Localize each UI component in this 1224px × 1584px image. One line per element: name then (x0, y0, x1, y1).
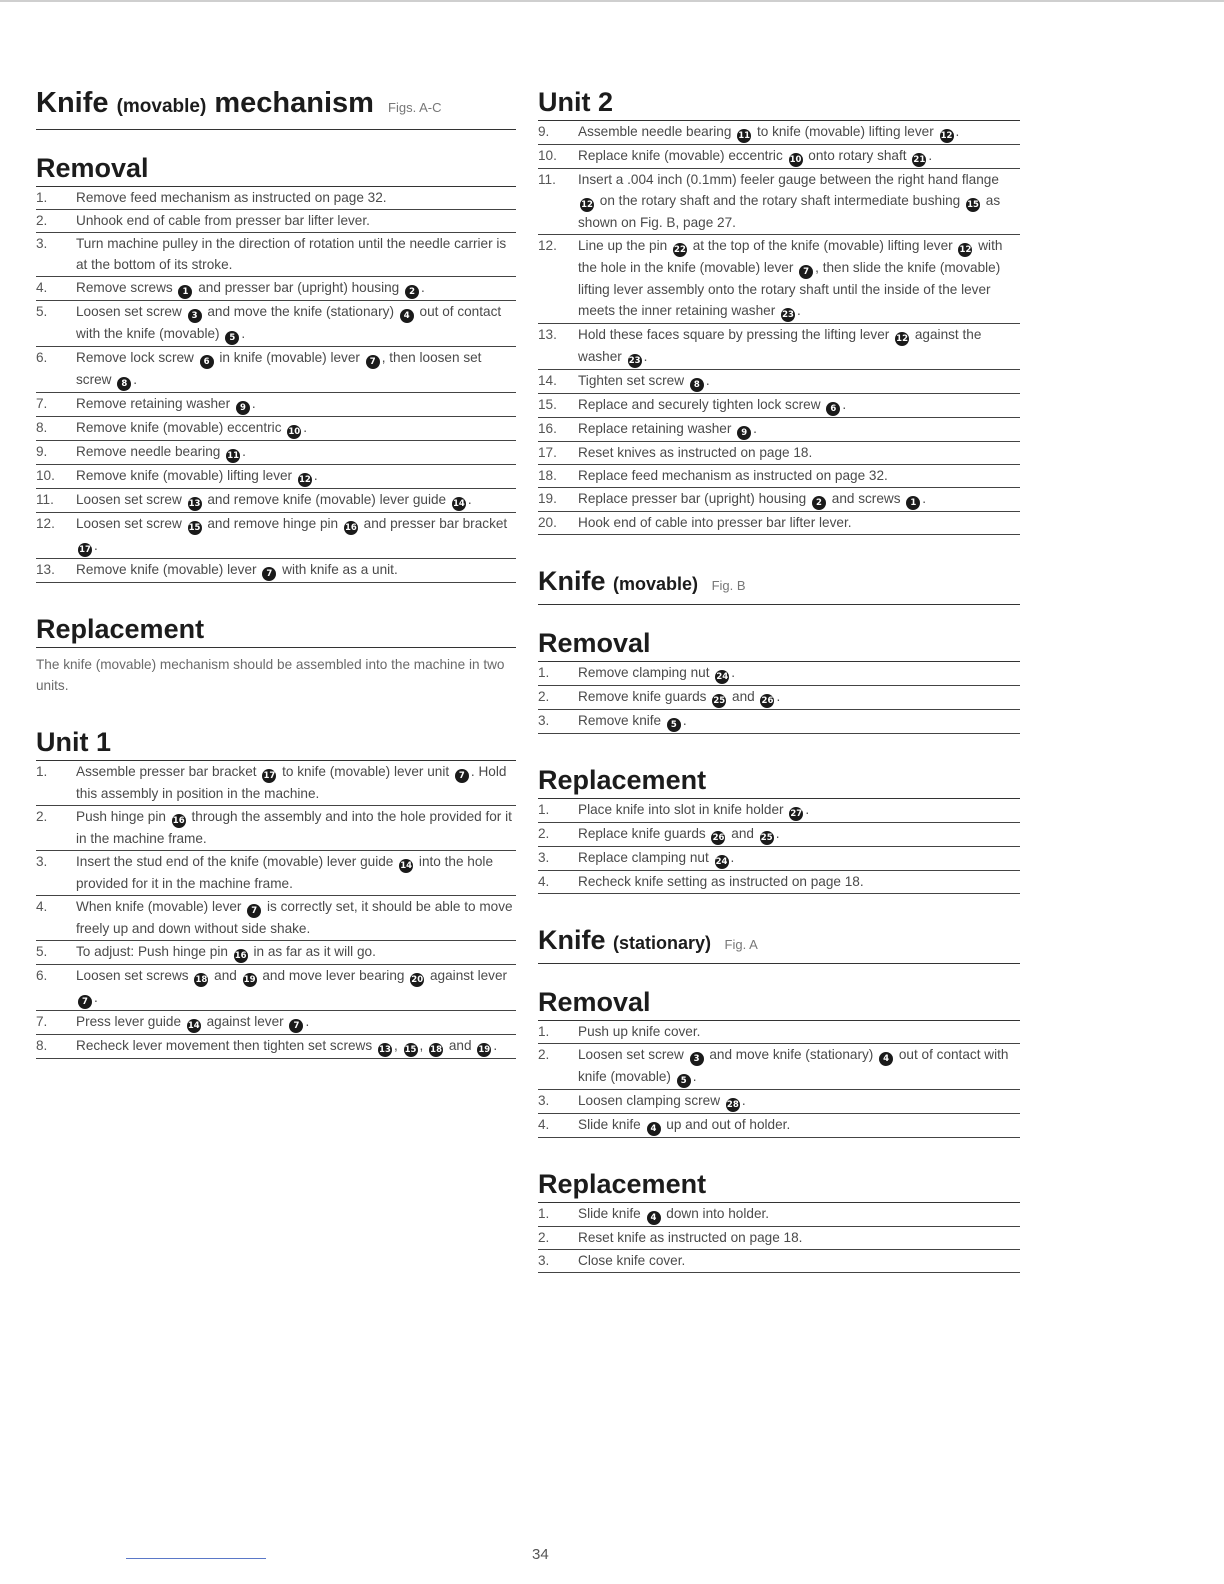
part-number-badge: 13 (379, 1045, 391, 1055)
list-item (538, 418, 1020, 442)
step-number: 7. (36, 396, 48, 411)
step-text: When knife (movable) lever 7 is correctly set, it should be able to move freely up and down without side shake. (76, 899, 513, 936)
part-number-badge: 16 (234, 951, 247, 961)
part-number-badge: 2 (405, 285, 419, 299)
part-number-badge: 4 (647, 1122, 661, 1136)
step-number: 14. (538, 373, 557, 388)
step-text: Remove knife (movable) lifting lever 12 . (76, 468, 318, 485)
step-text: Loosen set screws 18 and 19 and move lever bearing 20 against lever 7 . (76, 968, 508, 1007)
step-text: Assemble presser bar bracket 17 to knife (movable) lever unit 7 . Hold this assembly in position in the machine. (76, 764, 507, 801)
part-number-badge: 24 (715, 857, 728, 867)
step-number: 13. (36, 562, 55, 577)
figure-reference: Figs. A-C (388, 100, 442, 115)
step-number: 2. (36, 809, 48, 824)
knife-movable-figure-reference: Fig. B (711, 578, 746, 593)
list-item (538, 394, 1020, 418)
part-number-badge: 7 (289, 1019, 303, 1033)
step-text: Replace and securely tighten lock screw 6 . (578, 397, 847, 414)
step-number: 6. (36, 968, 48, 983)
list-item (36, 851, 516, 896)
part-number-badge: 12 (940, 131, 953, 141)
step-number: 2. (538, 689, 550, 704)
step-number: 15. (538, 397, 557, 412)
page-number: 34 (532, 1546, 549, 1563)
step-text: Loosen set screw 3 and move the knife (stationary) 4 out of contact with the knife (movable) 5 . (76, 304, 502, 343)
unit-1-steps (36, 761, 516, 1059)
list-item (36, 277, 516, 301)
list-item (538, 169, 1020, 235)
list-item (538, 370, 1020, 394)
step-number: 3. (36, 236, 48, 251)
part-number-badge: 15 (967, 200, 979, 210)
step-number: 3. (538, 1093, 550, 1108)
step-number: 1. (538, 1024, 550, 1039)
list-item (36, 896, 516, 941)
step-number: 9. (538, 124, 550, 139)
step-number: 16. (538, 421, 557, 436)
part-number-badge: 7 (366, 355, 380, 369)
part-number-badge: 5 (225, 331, 239, 345)
list-item (36, 806, 516, 851)
part-number-badge: 17 (263, 771, 276, 781)
right-column (538, 86, 1020, 1273)
part-number-badge: 15 (188, 523, 201, 533)
list-item (36, 559, 516, 583)
list-item (36, 513, 516, 559)
part-number-badge: 16 (344, 523, 357, 533)
step-text: Replace presser bar (upright) housing 2 and screws 1 . (578, 491, 927, 508)
step-number: 12. (36, 516, 55, 531)
step-text: Unhook end of cable from presser bar lifter lever. (76, 213, 370, 228)
step-text: Press lever guide 14 against lever 7 . (76, 1014, 310, 1031)
part-number-badge: 7 (262, 567, 276, 581)
step-number: 10. (538, 148, 557, 163)
part-number-badge: 4 (647, 1211, 661, 1225)
list-item (538, 847, 1020, 871)
part-number-badge: 13 (188, 499, 201, 509)
step-text: Recheck lever movement then tighten set screws 13 , 15 , 18 and 19 . (76, 1038, 498, 1055)
step-text: Remove clamping nut 24 . (578, 665, 736, 682)
step-text: Line up the pin 22 at the top of the knife (movable) lifting lever 12 with the hole in the knife (movable) lever 7 , then slide the knife (movable) lifting lever assembly onto the rotary shaft until the inside of the lever meets the inner retaining washer 23 . (578, 238, 1003, 320)
step-number: 4. (538, 1117, 550, 1132)
step-number: 7. (36, 1014, 48, 1029)
knife-movable-title-main: Knife (538, 566, 606, 596)
knife-stationary-replacement-heading: Replacement (538, 1168, 1020, 1203)
step-text: Loosen set screw 13 and remove knife (movable) lever guide 14 . (76, 492, 472, 509)
list-item (36, 441, 516, 465)
list-item (538, 1203, 1020, 1227)
unit-2-steps (538, 121, 1020, 535)
part-number-badge: 28 (726, 1100, 739, 1110)
step-text: Insert a .004 inch (0.1mm) feeler gauge between the right hand flange 12 on the rotary shaft and the rotary shaft intermediate bushing 15 as shown on Fig. B, page 27. (578, 172, 1001, 230)
step-number: 8. (36, 1038, 48, 1053)
knife-movable-removal-heading: Removal (538, 627, 1020, 662)
list-item (36, 1035, 516, 1059)
part-number-badge: 14 (187, 1021, 200, 1031)
part-number-badge: 11 (227, 451, 240, 461)
list-item (36, 489, 516, 513)
step-number: 2. (538, 826, 550, 841)
list-item (538, 235, 1020, 324)
title-rest: mechanism (214, 87, 374, 119)
step-number: 8. (36, 420, 48, 435)
part-number-badge: 17 (79, 545, 91, 555)
list-item (538, 686, 1020, 710)
step-text: Remove knife (movable) lever 7 with knife as a unit. (76, 562, 398, 579)
removal-steps (36, 187, 516, 583)
part-number-badge: 9 (236, 401, 250, 415)
part-number-badge: 19 (478, 1045, 491, 1055)
list-item (538, 512, 1020, 535)
step-number: 3. (36, 854, 48, 869)
left-column (36, 86, 516, 1059)
list-item (36, 761, 516, 806)
knife-stationary-figure-reference: Fig. A (724, 937, 758, 952)
part-number-badge: 24 (716, 672, 729, 682)
part-number-badge: 21 (913, 155, 926, 165)
step-number: 13. (538, 327, 557, 342)
title-main: Knife (36, 87, 109, 119)
list-item (538, 799, 1020, 823)
step-number: 4. (36, 280, 48, 295)
step-text: Slide knife 4 down into holder. (578, 1206, 770, 1223)
step-text: Remove lock screw 6 in knife (movable) lever 7 , then loosen set screw 8 . (76, 350, 482, 389)
part-number-badge: 7 (799, 265, 813, 279)
part-number-badge: 6 (826, 402, 840, 416)
unit-2-heading: Unit 2 (538, 86, 1020, 121)
part-number-badge: 9 (737, 426, 751, 440)
list-item (36, 233, 516, 277)
list-item (538, 1250, 1020, 1273)
knife-movable-replacement-heading: Replacement (538, 764, 1020, 799)
part-number-badge: 5 (667, 718, 681, 732)
step-text: Replace retaining washer 9 . (578, 421, 757, 438)
step-text: Replace clamping nut 24 . (578, 850, 735, 867)
part-number-badge: 7 (247, 904, 261, 918)
part-number-badge: 15 (404, 1045, 417, 1055)
list-item (538, 442, 1020, 465)
step-number: 17. (538, 445, 557, 460)
step-number: 1. (36, 764, 48, 779)
footer-link-rule (126, 1558, 266, 1559)
list-item (538, 1044, 1020, 1090)
title-paren: (movable) (116, 96, 207, 117)
list-item (538, 1114, 1020, 1138)
step-number: 2. (36, 213, 48, 228)
step-number: 1. (538, 665, 550, 680)
list-item (538, 710, 1020, 734)
knife-stationary-title-main: Knife (538, 925, 606, 955)
step-text: To adjust: Push hinge pin 16 in as far as it will go. (76, 944, 376, 961)
step-text: Replace knife guards 26 and 25 . (578, 826, 780, 843)
part-number-badge: 10 (288, 427, 301, 437)
step-number: 2. (538, 1047, 550, 1062)
list-item (36, 347, 516, 393)
part-number-badge: 5 (677, 1074, 691, 1088)
part-number-badge: 27 (790, 809, 803, 819)
step-number: 1. (538, 1206, 550, 1221)
part-number-badge: 19 (243, 975, 256, 985)
part-number-badge: 23 (628, 356, 641, 366)
part-number-badge: 25 (760, 833, 773, 843)
part-number-badge: 12 (298, 475, 311, 485)
part-number-badge: 4 (879, 1052, 893, 1066)
step-text: Assemble needle bearing 11 to knife (movable) lifting lever 12 . (578, 124, 960, 141)
part-number-badge: 7 (78, 995, 92, 1009)
list-item (538, 121, 1020, 145)
step-text: Loosen set screw 15 and remove hinge pin 16 and presser bar bracket 17 . (76, 516, 508, 555)
list-item (36, 1011, 516, 1035)
knife-stationary-removal-heading: Removal (538, 986, 1020, 1021)
part-number-badge: 7 (455, 769, 469, 783)
list-item (538, 823, 1020, 847)
step-text: Remove knife 5 . (578, 713, 687, 730)
step-text: Remove retaining washer 9 . (76, 396, 256, 413)
step-text: Hook end of cable into presser bar lifter lever. (578, 515, 852, 530)
step-text: Reset knives as instructed on page 18. (578, 445, 813, 460)
part-number-badge: 6 (200, 355, 214, 369)
knife-movable-removal-steps (538, 662, 1020, 734)
part-number-badge: 3 (188, 309, 202, 323)
part-number-badge: 14 (452, 499, 465, 509)
list-item (36, 465, 516, 489)
part-number-badge: 26 (712, 833, 725, 843)
part-number-badge: 1 (178, 285, 192, 299)
part-number-badge: 2 (812, 496, 826, 510)
list-item (538, 1021, 1020, 1044)
part-number-badge: 18 (195, 975, 208, 985)
step-number: 20. (538, 515, 557, 530)
list-item (36, 417, 516, 441)
step-number: 3. (538, 1253, 550, 1268)
step-text: Remove knife guards 25 and 26 . (578, 689, 781, 706)
step-text: Remove needle bearing 11 . (76, 444, 246, 461)
step-text: Loosen set screw 3 and move knife (stationary) 4 out of contact with knife (movable) 5 . (578, 1047, 1009, 1086)
removal-heading: Removal (36, 152, 516, 187)
part-number-badge: 1 (906, 496, 920, 510)
part-number-badge: 26 (761, 696, 774, 706)
list-item (538, 145, 1020, 169)
part-number-badge: 12 (896, 334, 909, 344)
step-number: 3. (538, 850, 550, 865)
step-number: 1. (36, 190, 48, 205)
list-item (538, 662, 1020, 686)
replacement-intro: The knife (movable) mechanism should be assembled into the machine in two units. (36, 657, 505, 693)
step-text: Place knife into slot in knife holder 27 . (578, 802, 810, 819)
step-number: 3. (538, 713, 550, 728)
step-text: Push hinge pin 16 through the assembly and into the hole provided for it in the machine frame. (76, 809, 512, 846)
step-text: Push up knife cover. (578, 1024, 701, 1039)
step-text: Hold these faces square by pressing the lifting lever 12 against the washer 23 . (578, 327, 982, 366)
top-rule (0, 0, 1224, 2)
step-text: Remove knife (movable) eccentric 10 . (76, 420, 308, 437)
part-number-badge: 18 (430, 1045, 442, 1055)
step-text: Replace feed mechanism as instructed on page 32. (578, 468, 888, 483)
part-number-badge: 25 (713, 696, 726, 706)
knife-movable-title (538, 565, 1020, 605)
list-item (36, 393, 516, 417)
step-number: 1. (538, 802, 550, 817)
part-number-badge: 11 (738, 131, 751, 141)
step-number: 5. (36, 944, 48, 959)
step-number: 5. (36, 304, 48, 319)
step-text: Close knife cover. (578, 1253, 686, 1268)
replacement-heading: Replacement (36, 613, 516, 648)
part-number-badge: 23 (782, 310, 794, 320)
knife-stationary-replacement-steps (538, 1203, 1020, 1273)
step-number: 2. (538, 1230, 550, 1245)
step-text: Slide knife 4 up and out of holder. (578, 1117, 791, 1134)
part-number-badge: 3 (690, 1052, 704, 1066)
step-text: Loosen clamping screw 28 . (578, 1093, 746, 1110)
step-number: 4. (538, 874, 550, 889)
step-text: Turn machine pulley in the direction of rotation until the needle carrier is at the bottom of its stroke. (76, 236, 507, 272)
step-number: 10. (36, 468, 55, 483)
part-number-badge: 16 (172, 816, 185, 826)
part-number-badge: 20 (411, 975, 424, 985)
list-item (538, 1227, 1020, 1250)
part-number-badge: 10 (789, 155, 802, 165)
step-text: Remove screws 1 and presser bar (upright) housing 2 . (76, 280, 425, 297)
step-number: 11. (538, 172, 556, 187)
list-item (538, 871, 1020, 894)
part-number-badge: 12 (581, 200, 593, 210)
list-item (36, 941, 516, 965)
part-number-badge: 12 (959, 245, 972, 255)
knife-stationary-title (538, 924, 1020, 964)
step-number: 9. (36, 444, 48, 459)
list-item (538, 488, 1020, 512)
knife-stationary-removal-steps (538, 1021, 1020, 1138)
unit-1-heading: Unit 1 (36, 726, 516, 761)
step-number: 11. (36, 492, 54, 507)
knife-movable-replacement-steps (538, 799, 1020, 894)
list-item (36, 210, 516, 233)
part-number-badge: 8 (690, 378, 704, 392)
part-number-badge: 4 (400, 309, 414, 323)
step-number: 19. (538, 491, 557, 506)
step-text: Insert the stud end of the knife (movable) lever guide 14 into the hole provided for it in the machine frame. (76, 854, 494, 891)
list-item (538, 324, 1020, 370)
step-text: Reset knife as instructed on page 18. (578, 1230, 803, 1245)
step-number: 4. (36, 899, 48, 914)
knife-stationary-title-paren: (stationary) (613, 933, 712, 953)
step-text: Tighten set screw 8 . (578, 373, 710, 390)
list-item (36, 965, 516, 1011)
list-item (36, 301, 516, 347)
list-item (538, 1090, 1020, 1114)
step-text: Replace knife (movable) eccentric 10 onto rotary shaft 21 . (578, 148, 933, 165)
knife-movable-title-paren: (movable) (613, 574, 699, 594)
step-number: 6. (36, 350, 48, 365)
list-item (538, 465, 1020, 488)
step-number: 12. (538, 238, 557, 253)
page-title (36, 86, 516, 130)
list-item (36, 187, 516, 210)
step-number: 18. (538, 468, 557, 483)
step-text: Recheck knife setting as instructed on page 18. (578, 874, 864, 889)
part-number-badge: 22 (674, 245, 686, 255)
step-text: Remove feed mechanism as instructed on page 32. (76, 190, 387, 205)
part-number-badge: 14 (400, 861, 413, 871)
part-number-badge: 8 (117, 377, 131, 391)
